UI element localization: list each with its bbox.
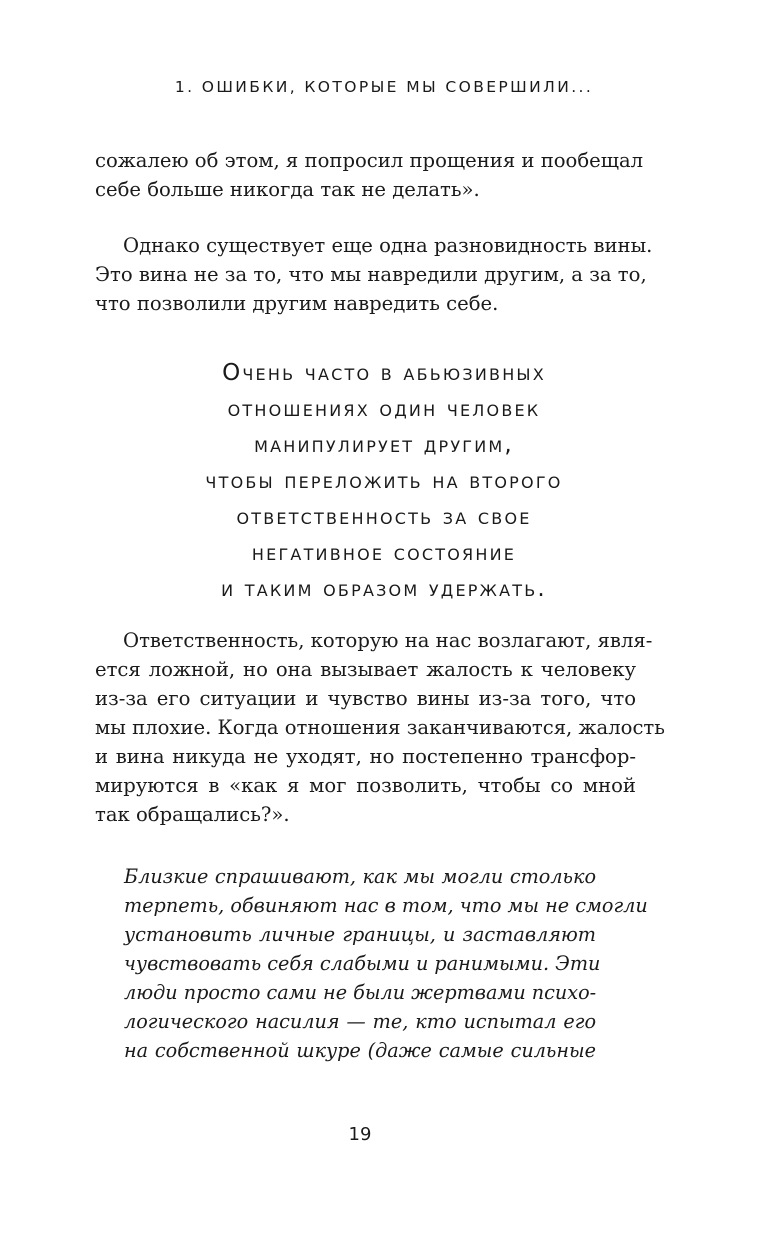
italic-quote [124, 862, 648, 1065]
pull-quote-line: Очень часто в абьюзивных [222, 360, 546, 386]
paragraph-continuation [95, 146, 644, 204]
text-line: сожалею об этом, я попросил прощения и пообещал [95, 149, 644, 172]
paragraph-guilt-type [95, 231, 653, 318]
text-line: мируются в «как я мог позволить, чтобы со мной [95, 774, 636, 797]
italic-line: терпеть, обвиняют нас в том, что мы не смогли [124, 894, 648, 917]
pull-quote [95, 355, 673, 607]
pull-quote-line: манипулирует другим, [254, 432, 514, 458]
running-head: 1. ОШИБКИ, КОТОРЫЕ МЫ СОВЕРШИЛИ... [174, 78, 594, 96]
text-line: Ответственность, которую на нас возлагают, явля- [123, 629, 653, 652]
text-line: так обращались?». [95, 803, 290, 826]
pull-quote-line: негативное состояние [251, 540, 517, 566]
italic-line: чувствовать себя слабыми и ранимыми. Эти [124, 952, 601, 975]
text-line: Однако существует еще одна разновидность вины. [123, 234, 653, 257]
italic-line: люди просто сами не были жертвами психо- [124, 981, 597, 1004]
text-line: Это вина не за то, что мы навредили другим, а за то, [95, 263, 647, 286]
text-line: что позволили другим навредить себе. [95, 292, 499, 315]
text-line: из-за его ситуации и чувство вины из-за того, что [95, 687, 636, 710]
paragraph-responsibility [95, 626, 665, 829]
italic-line: логического насилия — те, кто испытал его [124, 1010, 596, 1033]
text-line: и вина никуда не уходят, но постепенно трансфор- [95, 745, 636, 768]
pull-quote-line: чтобы переложить на второго [205, 468, 563, 494]
text-line: мы плохие. Когда отношения заканчиваются, жалость [95, 716, 665, 739]
pull-quote-line: ответственность за свое [236, 504, 532, 530]
text-line: ется ложной, но она вызывает жалость к человеку [95, 658, 636, 681]
italic-line: Близкие спрашивают, как мы могли столько [124, 865, 596, 888]
pull-quote-line: отношениях один человек [227, 396, 541, 422]
pull-quote-line: и таким образом удержать. [221, 576, 547, 602]
italic-line: на собственной шкуре (даже самые сильные [124, 1039, 596, 1062]
page-number: 19 [348, 1124, 372, 1145]
italic-line: установить личные границы, и заставляют [124, 923, 596, 946]
text-line: себе больше никогда так не делать». [95, 178, 480, 201]
